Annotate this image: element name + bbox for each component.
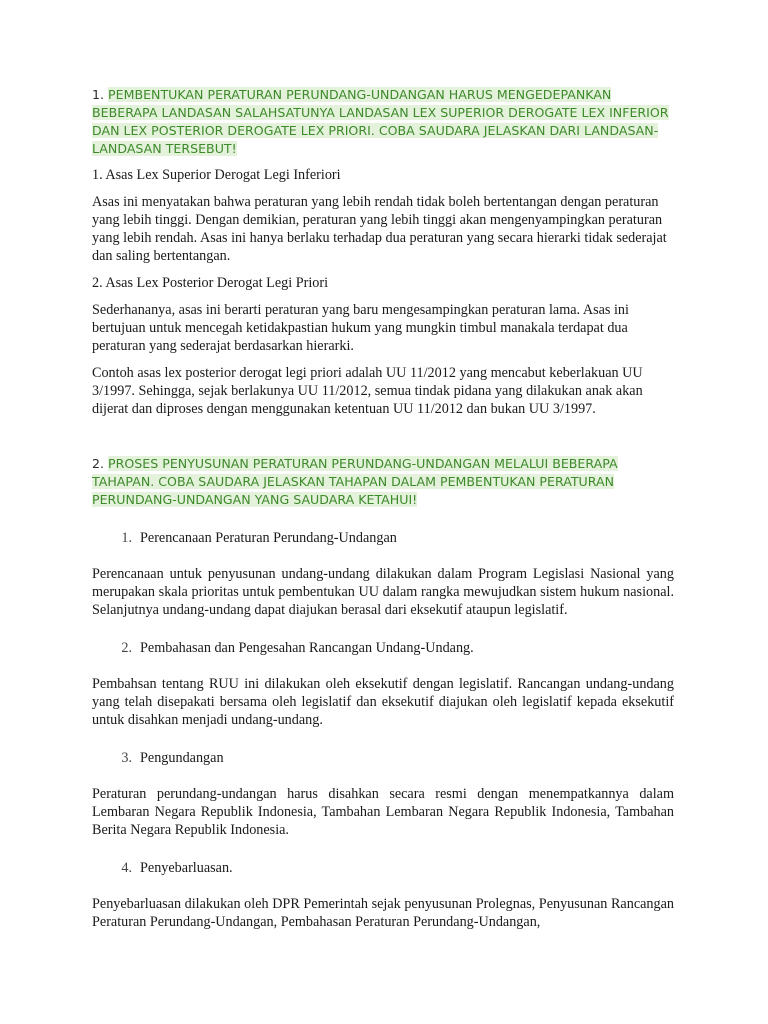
list-item-number: 3.: [121, 750, 132, 766]
list-item-body: Penyebarluasan dilakukan oleh DPR Pemerintah sejak penyusunan Prolegnas, Penyusunan Rancangan Peraturan Perundang-Undangan, Pembahasan Peraturan Perundang-Undangan,: [92, 896, 674, 930]
list-item-body: Pembahsan tentang RUU ini dilakukan oleh eksekutif dengan legislatif. Rancangan undang-undang yang telah disepakati bersama oleh legislatif dan eksekutif diajukan oleh legislatif kepada eksekutif untuk disahkan menjadi undang-undang.: [92, 676, 674, 728]
question-2-number: 2.: [92, 456, 105, 471]
question-1-number: 1.: [92, 87, 105, 102]
list-item-4: [92, 859, 674, 877]
list-item-title: Perencanaan Peraturan Perundang-Undangan: [140, 530, 397, 546]
answer-1-paragraph-3: Contoh asas lex posterior derogat legi priori adalah UU 11/2012 yang mencabut keberlakuan UU 3/1997. Sehingga, sejak berlakunya UU 11/2012, semua tindak pidana yang dilakukan anak akan dijerat dan diproses dengan menggunakan ketentuan UU 11/2012 dan bukan UU 3/1997.: [92, 365, 643, 417]
list-item-number: 2.: [121, 640, 132, 656]
list-item-number: 1.: [121, 530, 132, 546]
question-1-text: PEMBENTUKAN PERATURAN PERUNDANG-UNDANGAN HARUS MENGEDEPANKAN BEBERAPA LANDASAN SALAHSATUNYA LANDASAN LEX SUPERIOR DEROGATE LEX INFERIOR DAN LEX POSTERIOR DEROGATE LEX PRIORI. COBA SAUDARA JELASKAN DARI LANDASAN-LANDASAN TERSEBUT!: [92, 87, 669, 156]
list-item-body: Peraturan perundang-undangan harus disahkan secara resmi dengan menempatkannya dalam Lembaran Negara Republik Indonesia, Tambahan Lembaran Negara Republik Indonesia, Tambahan Berita Negara Republik Indonesia.: [92, 786, 674, 838]
document-page: [92, 86, 674, 940]
section-gap: [92, 427, 674, 455]
list-item-3: [92, 749, 674, 767]
list-item-body: Perencanaan untuk penyusunan undang-undang dilakukan dalam Program Legislasi Nasional yang merupakan skala prioritas untuk pembentukan UU dalam rangka mewujudkan sistem hukum nasional. Selanjutnya undang-undang dapat diajukan berasal dari eksekutif ataupun legislatif.: [92, 566, 674, 618]
answer-1-paragraph-2: Sederhananya, asas ini berarti peraturan yang baru mengesampingkan peraturan lama. Asas ini bertujuan untuk mencegah ketidakpastian hukum yang mungkin timbul manakala terdapat dua peraturan yang sederajat berdasarkan hierarki.: [92, 302, 629, 354]
question-1: [92, 86, 674, 158]
question-2-text: PROSES PENYUSUNAN PERATURAN PERUNDANG-UNDANGAN MELALUI BEBERAPA TAHAPAN. COBA SAUDARA JELASKAN TAHAPAN DALAM PEMBENTUKAN PERATURAN PERUNDANG-UNDANGAN YANG SAUDARA KETAHUI!: [92, 456, 618, 507]
question-2: [92, 455, 674, 509]
list-item-1: [92, 529, 674, 547]
answer-1-paragraph-1: Asas ini menyatakan bahwa peraturan yang lebih rendah tidak boleh bertentangan dengan peraturan yang lebih tinggi. Dengan demikian, peraturan yang lebih tinggi akan mengenyampingkan peraturan yang lebih rendah. Asas ini hanya berlaku terhadap dua peraturan yang secara hierarki tidak sederajat dan saling bertentangan.: [92, 194, 667, 264]
list-item-title: Penyebarluasan.: [140, 860, 233, 876]
answer-1-heading-1: 1. Asas Lex Superior Derogat Legi Inferiori: [92, 167, 341, 183]
list-item-title: Pembahasan dan Pengesahan Rancangan Undang-Undang.: [140, 640, 474, 656]
list-item-number: 4.: [121, 860, 132, 876]
list-item-2: [92, 639, 674, 657]
answer-1-heading-2: 2. Asas Lex Posterior Derogat Legi Priori: [92, 275, 329, 291]
list-item-title: Pengundangan: [140, 750, 224, 766]
